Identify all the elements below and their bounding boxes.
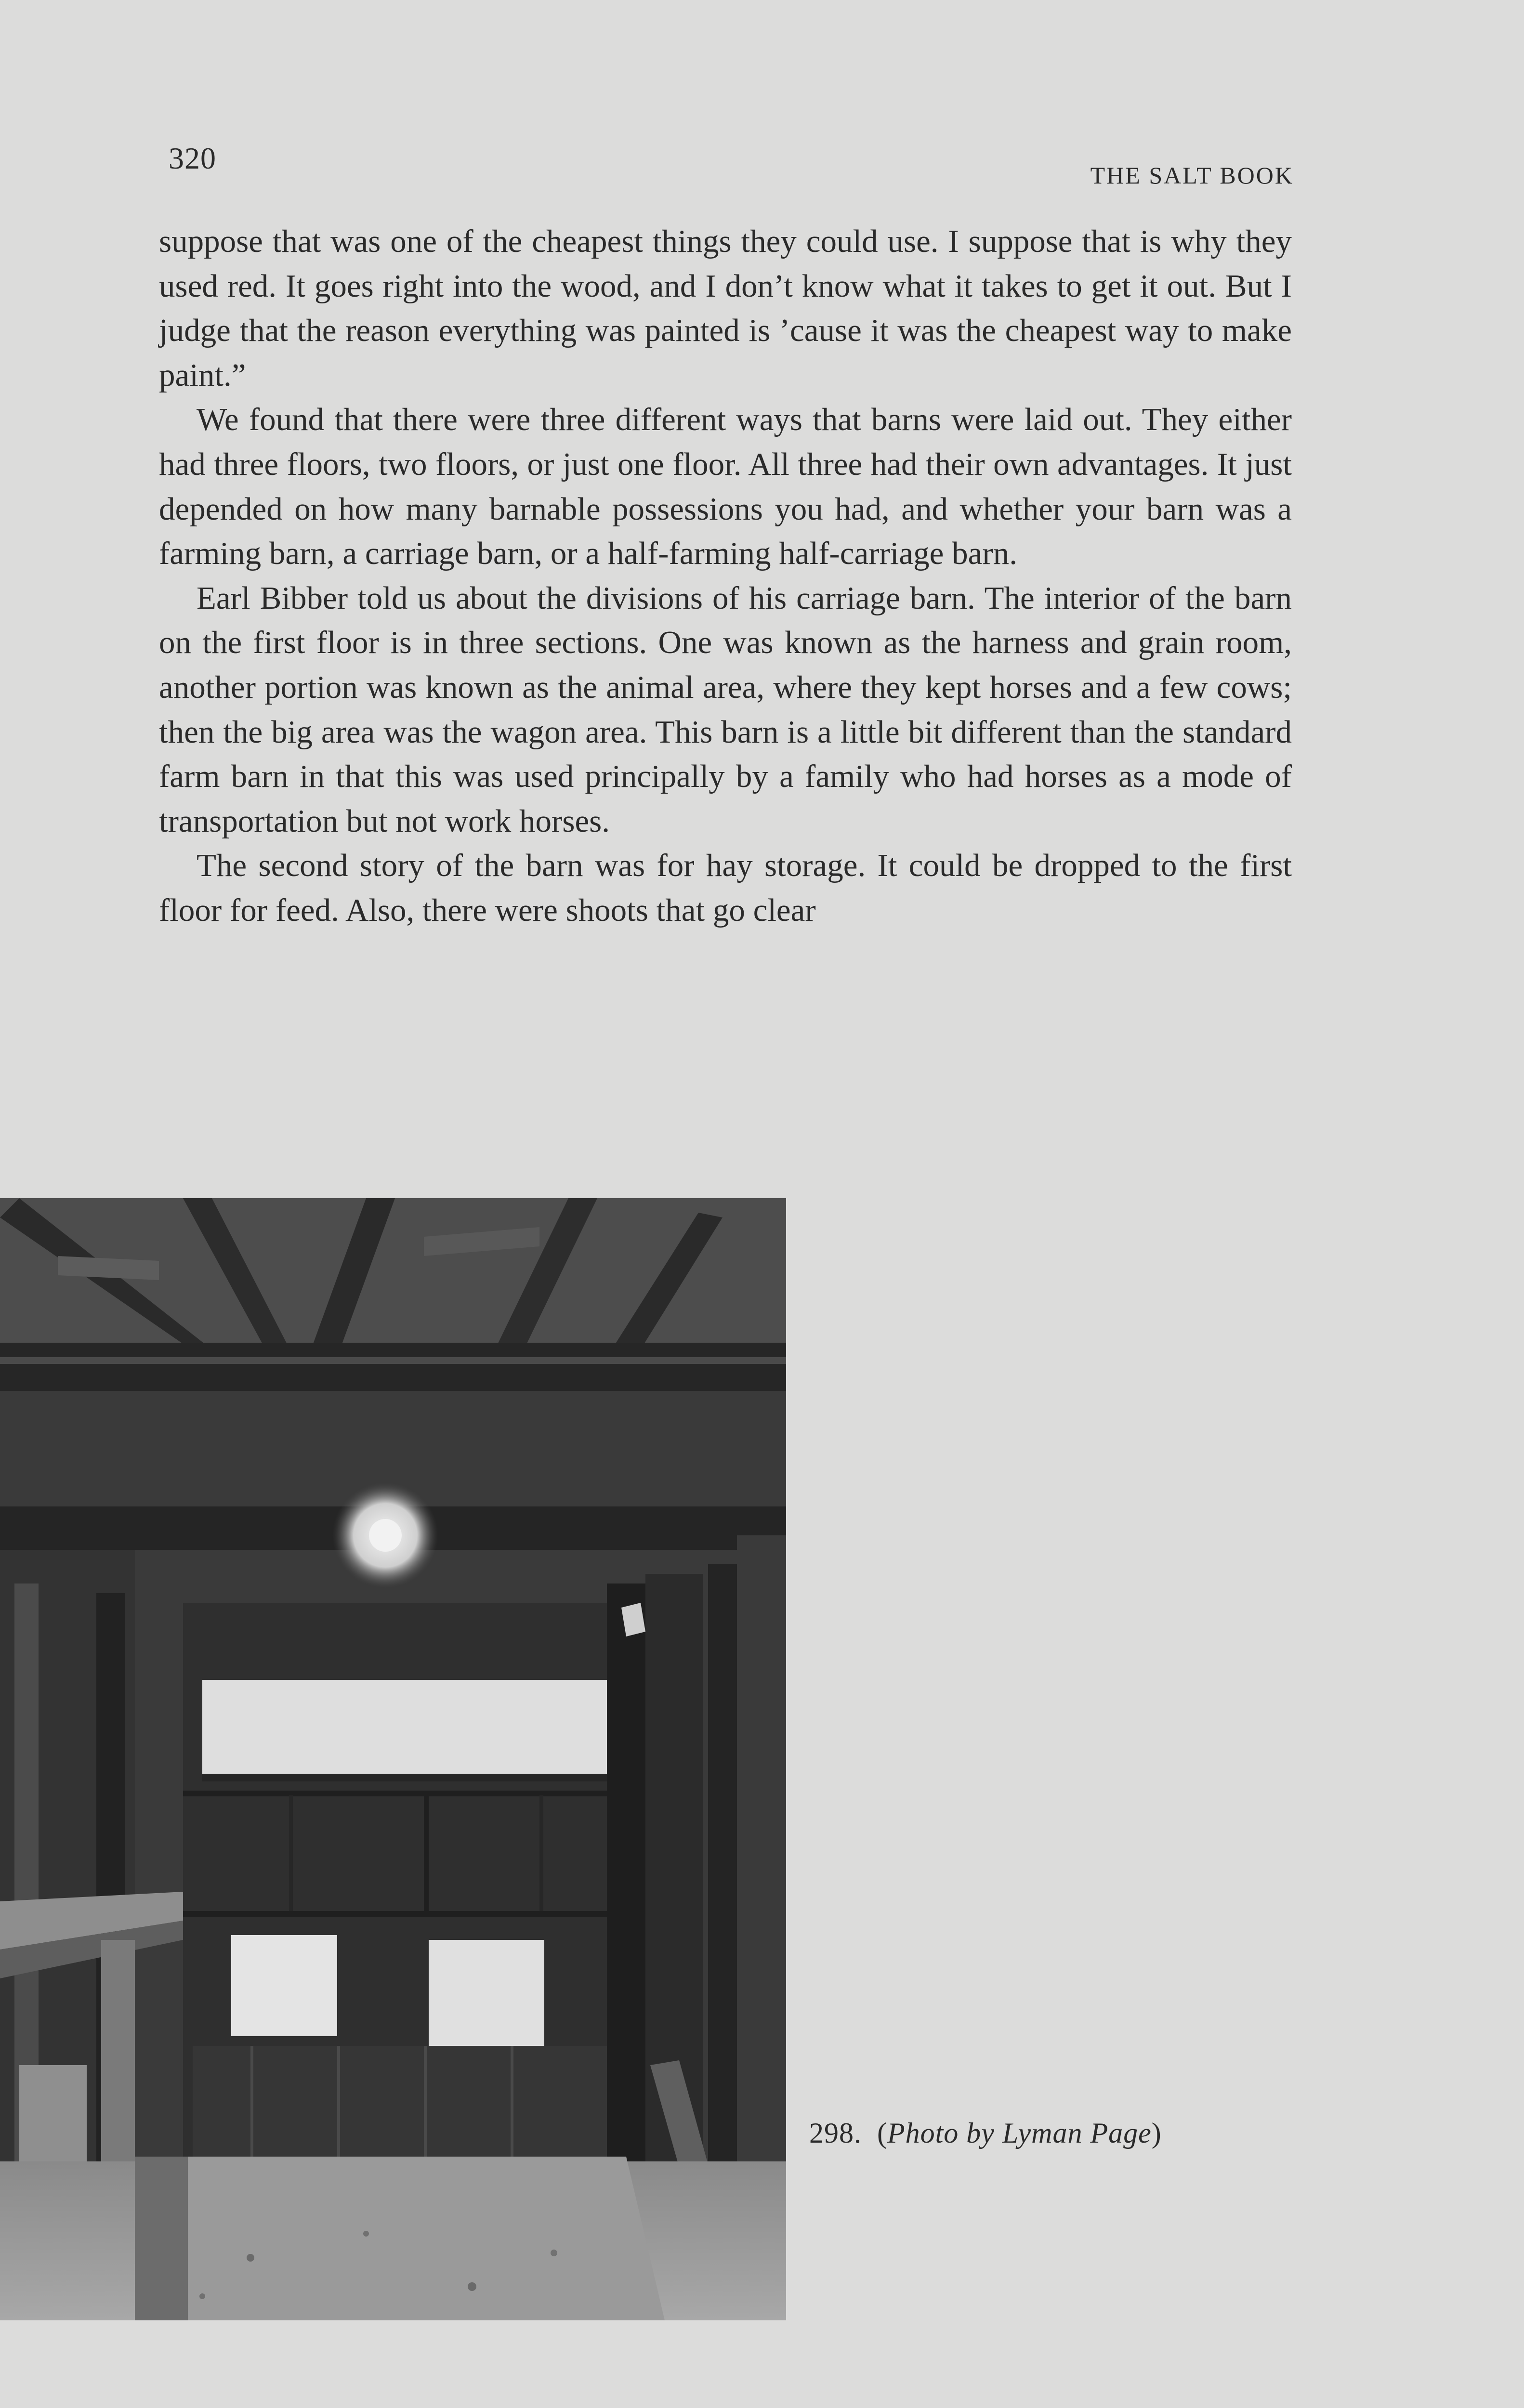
photo-caption [809,2117,1162,2150]
caption-number: 298. [809,2117,862,2149]
paragraph: We found that there were three different ways that barns were laid out. They either had three floors, two floors, or just one floor. All three had their own advantages. It just depended on how many barnable possessions you had, and whether your barn was a farming barn, a carriage barn, or a half-farming half-carriage barn. [159,402,1292,572]
paragraph: Earl Bibber told us about the divisions of his carriage barn. The interior of the barn on the first floor is in three sections. One was known as the harness and grain room, another portion was known as the animal area, where they kept horses and a few cows; then the big area was the wagon area. This barn is a little bit different than the standard farm barn in that this was used principally by a family who had horses as a mode of transportation but not work horses. [159,580,1292,839]
paragraph: suppose that was one of the cheapest things they could use. I suppose that is why they used red. It goes right into the wood, and I don’t know what it takes to get it out. But I judge that the reason everything was painted is ’cause it was the cheapest way to make paint.” [159,223,1292,393]
paragraph: The second story of the barn was for hay storage. It could be dropped to the first floor for feed. Also, there were shoots that go clear [159,848,1292,928]
body-text [159,219,1292,933]
page-number: 320 [169,141,216,175]
caption-credit: Photo by Lyman Page [887,2117,1152,2149]
caption-close-paren: ) [1151,2117,1162,2149]
running-head: THE SALT BOOK [1090,162,1294,189]
barn-interior-photo [0,1198,786,2320]
caption-open-paren: ( [877,2117,887,2149]
